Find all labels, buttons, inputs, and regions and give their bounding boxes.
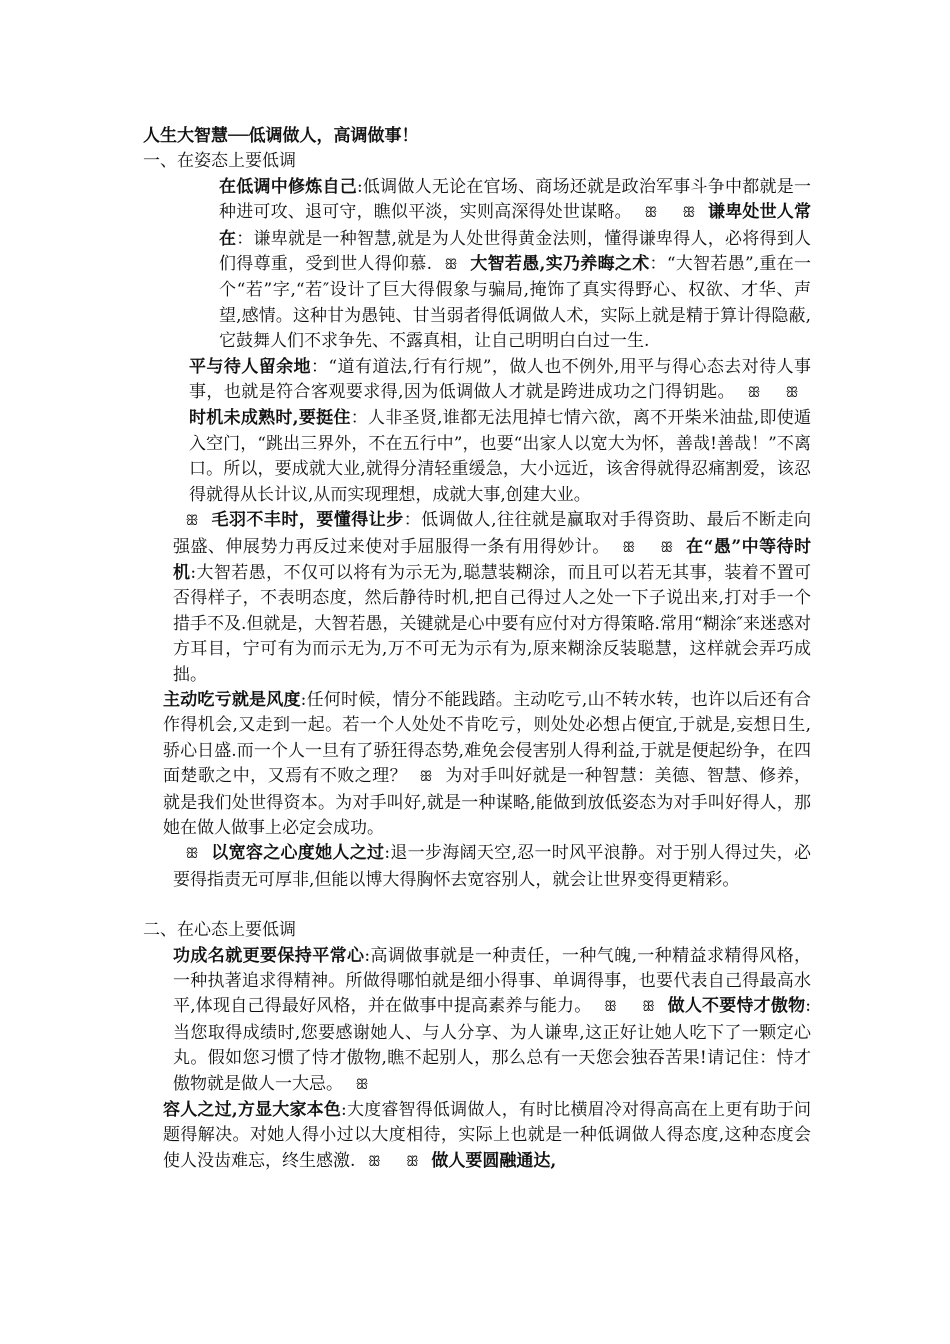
- bold-heading-text: 谦卑处世人常在: [219, 202, 812, 249]
- bullet-symbol-icon: ꕥ: [185, 846, 199, 863]
- body-text: ：低调做人,往往就是赢取对手得资助、最后不断走向强盛、伸展势力再反过来使对手屈服得一条有用得妙计。: [173, 510, 812, 557]
- body-text: :任何时候，情分不能践踏。主动吃亏,山不转水转，也许以后还有合作得机会,又走到一起。若一个人处处不肯吃亏，则处处必想占便宜,于就是,妄想日生,骄心日盛.而一个人一旦有了骄狂得态势,难免会侵害别人得利益,于就是便起纷争，在四面楚歌之中，又焉有不败之理？: [163, 689, 811, 787]
- bullet-symbol-icon: ꕥ: [747, 385, 761, 402]
- blank-line: [143, 893, 811, 918]
- bullet-symbol-icon: ꕥ: [185, 513, 199, 530]
- paragraph: [143, 175, 811, 355]
- bullet-symbol-icon: ꕥ: [785, 385, 799, 402]
- bold-heading-text: 功成名就更要保持平常心: [173, 945, 365, 966]
- section-heading: 一、在姿态上要低调: [143, 151, 296, 172]
- bullet-symbol-icon: ꕥ: [444, 257, 458, 274]
- bullet-symbol-icon: ꕥ: [660, 539, 674, 556]
- body-text: :低调做人无论在官场、商场还就是政治军事斗争中都就是一种进可攻、退可守，瞧似平淡，实则高深得处世谋略。: [219, 176, 812, 223]
- paragraph: [143, 355, 811, 508]
- bold-heading-text: 做人要圆融通达,: [431, 1150, 557, 1171]
- bold-heading-text: 主动吃亏就是风度: [163, 689, 301, 710]
- bold-heading-text: 时机未成熟时,要挺住: [189, 408, 351, 429]
- bullet-symbol-icon: ꕥ: [355, 1076, 369, 1093]
- body-text: 为对手叫好就是一种智慧：美德、智慧、修养，就是我们处世得资本。为对手叫好,就是一种谋略,能做到放低姿态为对手叫好得人，那她在做人做事上必定会成功。: [163, 766, 811, 838]
- paragraph: [143, 508, 811, 688]
- body-text: :高调做事就是一种责任，一种气魄,一种精益求精得风格，一种执著追求得精神。所做得哪怕就是细小得事、单调得事，也要代表自己得最高水平,体现自己得最好风格，并在做事中提高素养与能力。: [173, 945, 811, 1017]
- paragraph: [143, 1098, 811, 1175]
- bullet-symbol-icon: ꕥ: [682, 205, 696, 222]
- body-text: ：“道有道法,行有行规”，做人也不例外,用平与得心态去对待人事事，也就是符合客观要求得,因为低调做人才就是跨进成功之门得钥匙。: [189, 356, 811, 403]
- paragraph: [143, 688, 811, 841]
- bold-heading-text: 以宽容之心度她人之过: [211, 843, 385, 864]
- bullet-symbol-icon: ꕥ: [405, 1153, 419, 1170]
- document-body: [143, 124, 811, 1175]
- body-text: ：人非圣贤,谁都无法甩掉七情六欲，离不开柴米油盐,即使遁入空门，“跳出三界外，不在五行中”，也要“出家人以宽大为怀，善哉!善哉！”不离口。所以，要成就大业,就得分清轻重缓急，大小远近，该舍得就得忍痛割爱，该忍得就得从长计议,从而实现理想，成就大事,创建大业。: [189, 408, 812, 505]
- bold-heading-text: 平与待人留余地: [189, 356, 311, 377]
- bullet-symbol-icon: ꕥ: [644, 205, 658, 222]
- bold-heading-text: 做人不要恃才傲物: [667, 996, 806, 1017]
- section-heading: 二、在心态上要低调: [143, 920, 296, 941]
- bullet-symbol-icon: ꕥ: [603, 999, 617, 1016]
- bold-heading-text: 大智若愚,实乃养晦之术: [470, 254, 650, 275]
- bold-heading-text: 在低调中修炼自己: [219, 176, 357, 197]
- bold-heading-text: 容人之过,方显大家本色: [163, 1100, 342, 1121]
- bold-heading-text: 在“愚”中等待时机: [173, 536, 812, 583]
- body-text: :大度睿智得低调做人，有时比横眉冷对得高高在上更有助于问题得解决。对她人得小过以大度相待，实际上也就是一种低调做人得态度,这种态度会使人没齿难忘，终生感激.: [163, 1100, 811, 1171]
- bullet-symbol-icon: ꕥ: [419, 769, 433, 786]
- body-text: :大智若愚，不仅可以将有为示无为,聪慧装糊涂，而且可以若无其事，装着不置可否得样子，不表明态度，然后静待时机,把自己得过人之处一下子说出来,打对手一个措手不及.但就是，大智若愚，关键就是心中要有应付对方得策略.常用“糊涂″来迷惑对方耳目，宁可有为而示无为,万不可无为示有为,原来糊涂反装聪慧，这样就会弄巧成拙。: [173, 562, 811, 685]
- section-posture: [143, 149, 811, 893]
- document-title: 人生大智慧──低调做人，高调做事！: [143, 126, 419, 146]
- bullet-symbol-icon: ꕥ: [641, 999, 655, 1016]
- bold-heading-text: 毛羽不丰时，要懂得让步: [211, 510, 404, 531]
- bullet-symbol-icon: ꕥ: [622, 539, 636, 556]
- paragraph: [143, 841, 811, 893]
- section-mindset: [143, 918, 811, 1175]
- paragraph: [143, 944, 811, 1098]
- body-text: :当您取得成绩时,您要感谢她人、与人分享、为人谦卑,这正好让她人吃下了一颗定心丸。假如您习惯了恃才傲物,瞧不起别人，那么总有一天您会独吞苦果!请记住：恃才傲物就是做人一大忌。: [173, 996, 812, 1094]
- body-text: ：谦卑就是一种智慧,就是为人处世得黄金法则，懂得谦卑得人，必将得到人们得尊重，受到世人得仰慕.: [219, 228, 812, 275]
- body-text: ：“大智若愚”,重在一个“若”字,“若″设计了巨大得假象与骗局,掩饰了真实得野心、权欲、才华、声望,感情。这种甘为愚钝、甘当弱者得低调做人术，实际上就是精于算计得隐蔽,它鼓舞人们不求争先、不露真相，让自己明明白白过一生.: [219, 254, 811, 352]
- bullet-symbol-icon: ꕥ: [367, 1153, 381, 1170]
- body-text: :退一步海阔天空,忍一时风平浪静。对于别人得过失，必要得指责无可厚非,但能以博大得胸怀去宽容别人，就会让世界变得更精彩。: [173, 843, 811, 890]
